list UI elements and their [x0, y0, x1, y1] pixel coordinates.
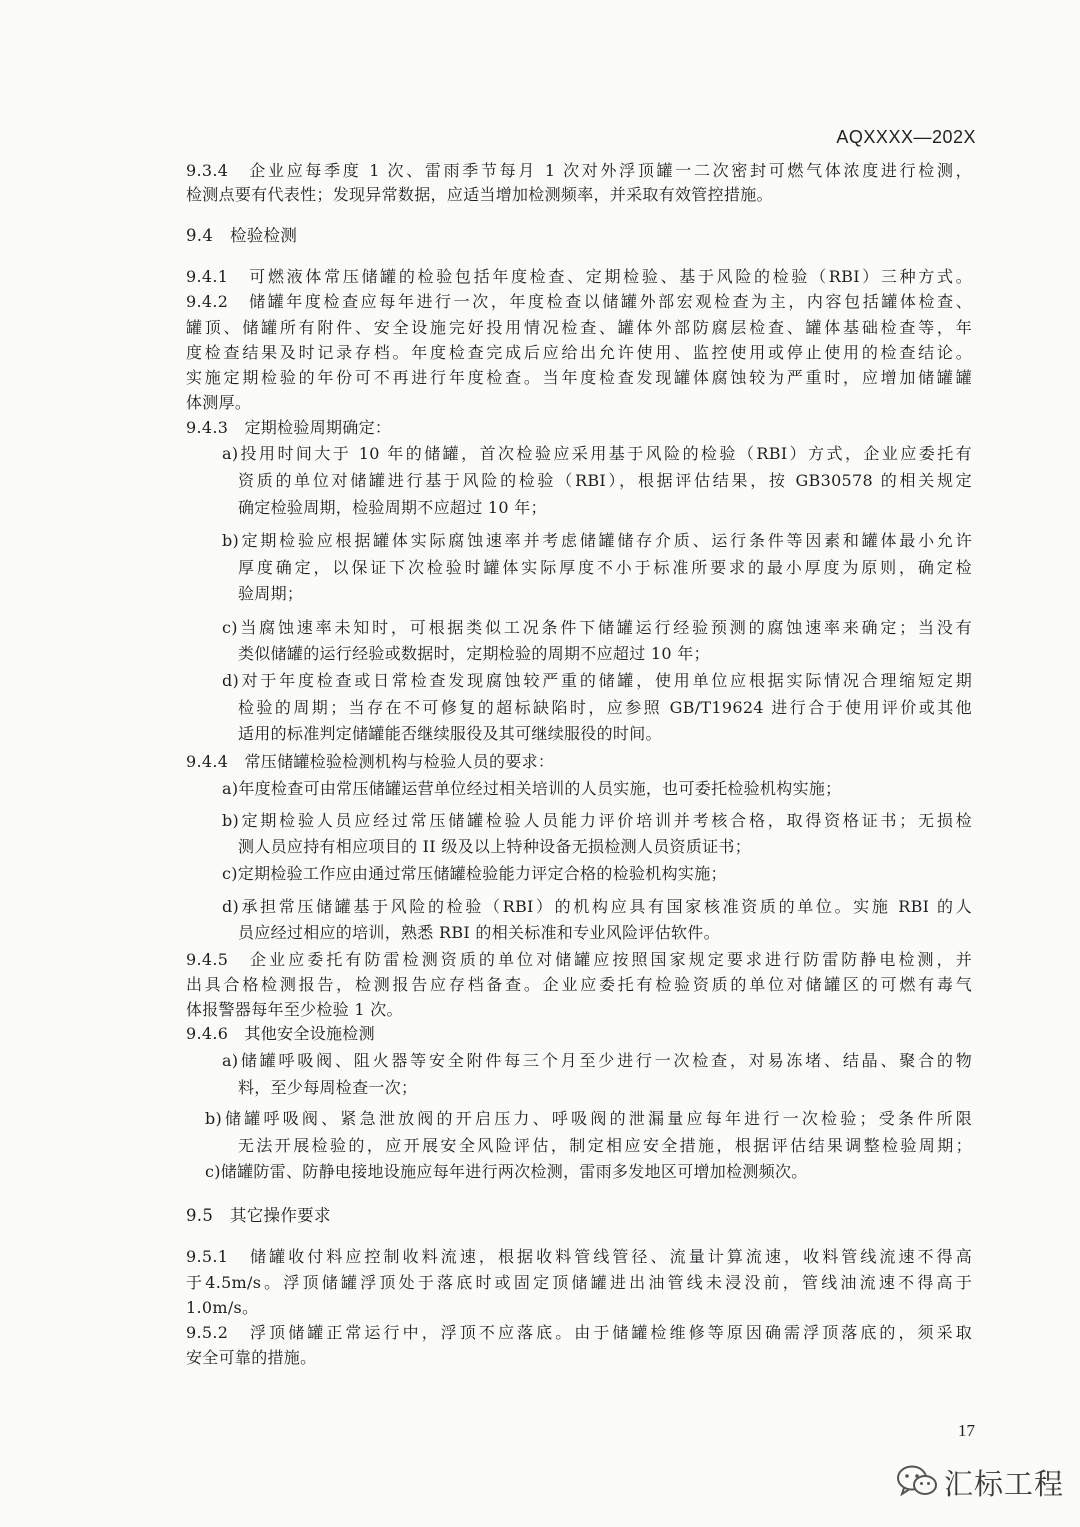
- list-item: d)对于年度检查或日常检查发现腐蚀较严重的储罐，使用单位应根据实际情况合理缩短定期: [222, 671, 972, 690]
- text-line: 1.0m/s。: [186, 1298, 259, 1317]
- page-number: 17: [958, 1421, 975, 1440]
- list-item-cont: 类似储罐的运行经验或数据时，定期检验的周期不应超过 10 年；: [238, 644, 710, 663]
- list-item: c)定期检验工作应由通过常压储罐检验能力评定合格的检验机构实施；: [222, 864, 727, 883]
- watermark-text: 汇标工程: [944, 1467, 1065, 1501]
- text-line: 9.4.5 企业应委托有防雷检测资质的单位对储罐应按照国家规定要求进行防雷防静电检测，并: [186, 950, 972, 969]
- list-item: c)当腐蚀速率未知时，可根据类似工况条件下储罐运行经验预测的腐蚀速率来确定；当没有: [222, 618, 972, 637]
- text-line: 9.4.2 储罐年度检查应每年进行一次，年度检查以储罐外部宏观检查为主，内容包括罐体检查、: [186, 292, 972, 311]
- text-line: 安全可靠的措施。: [186, 1348, 317, 1367]
- section-heading: 9.5 其它操作要求: [186, 1206, 331, 1225]
- list-item-cont: 适用的标准判定储罐能否继续服役及其可继续服役的时间。: [238, 724, 662, 743]
- text-line: 实施定期检验的年份可不再进行年度检查。当年度检查发现罐体腐蚀较为严重时，应增加储罐罐: [186, 368, 972, 387]
- list-item-cont: 检验的周期；当存在不可修复的超标缺陷时，应参照 GB/T19624 进行合于使用评价或其他: [238, 698, 972, 717]
- text-line: 出具合格检测报告，检测报告应存档备查。企业应委托有检验资质的单位对储罐区的可燃有毒气: [186, 975, 972, 994]
- list-item: b)定期检验人员应经过常压储罐检验人员能力评价培训并考核合格，取得资格证书；无损检: [222, 811, 972, 830]
- text-line: 度检查结果及时记录存档。年度检查完成后应给出允许使用、监控使用或停止使用的检查结论。: [186, 343, 972, 362]
- list-item-cont: 验周期；: [238, 584, 304, 603]
- text-line: 检测点要有代表性；发现异常数据，应适当增加检测频率，并采取有效管控措施。: [186, 185, 773, 204]
- text-line: 罐顶、储罐所有附件、安全设施完好投用情况检查、罐体外部防腐层检查、罐体基础检查等，年: [186, 318, 972, 337]
- text-line: 体测厚。: [186, 393, 252, 412]
- list-item-cont: 员应经过相应的培训，熟悉 RBI 的相关标准和专业风险评估软件。: [238, 923, 720, 942]
- list-item: a)年度检查可由常压储罐运营单位经过相关培训的人员实施，也可委托检验机构实施；: [222, 779, 842, 798]
- text-line: 9.5.1 储罐收付料应控制收料流速，根据收料管线管径、流量计算流速，收料管线流速不得高: [186, 1247, 972, 1266]
- list-item-cont: 厚度确定，以保证下次检验时罐体实际厚度不小于标准所要求的最小厚度为原则，确定检: [238, 558, 972, 577]
- list-item-cont: 测人员应持有相应项目的 II 级及以上特种设备无损检测人员资质证书；: [238, 837, 752, 856]
- text-line: 于4.5m/s。浮顶储罐浮顶处于落底时或固定顶储罐进出油管线未浸没前，管线油流速不得高于: [186, 1273, 972, 1292]
- subsection-heading: 9.4.6 其他安全设施检测: [186, 1024, 375, 1043]
- list-item-cont: 无法开展检验的，应开展安全风险评估，制定相应安全措施，根据评估结果调整检验周期；: [238, 1136, 972, 1155]
- document-code: AQXXXX—202X: [836, 127, 976, 147]
- watermark: [896, 1462, 1064, 1503]
- list-item: a)储罐呼吸阀、阻火器等安全附件每三个月至少进行一次检查，对易冻堵、结晶、聚合的物: [222, 1051, 972, 1070]
- text-line: 9.4.1 可燃液体常压储罐的检验包括年度检查、定期检验、基于风险的检验（RBI）三种方式。: [186, 267, 972, 286]
- text-line: 9.3.4 企业应每季度 1 次、雷雨季节每月 1 次对外浮顶罐一二次密封可燃气体浓度进行检测，: [186, 161, 972, 180]
- list-item: b)定期检验应根据罐体实际腐蚀速率并考虑储罐储存介质、运行条件等因素和罐体最小允许: [222, 531, 972, 550]
- list-item: a)投用时间大于 10 年的储罐，首次检验应采用基于风险的检验（RBI）方式，企业应委托有: [222, 444, 972, 463]
- list-item: d)承担常压储罐基于风险的检验（RBI）的机构应具有国家核准资质的单位。实施 RBI 的人: [222, 897, 972, 916]
- list-item: c)储罐防雷、防静电接地设施应每年进行两次检测，雷雨多发地区可增加检测频次。: [205, 1162, 808, 1181]
- section-heading: 9.4 检验检测: [186, 226, 298, 245]
- subsection-heading: 9.4.4 常压储罐检验检测机构与检验人员的要求：: [186, 752, 555, 771]
- text-line: 体报警器每年至少检验 1 次。: [186, 1000, 403, 1019]
- wechat-icon: [896, 1464, 938, 1502]
- list-item-cont: 资质的单位对储罐进行基于风险的检验（RBI），根据评估结果，按 GB30578 的相关规定: [238, 471, 972, 490]
- list-item: b)储罐呼吸阀、紧急泄放阀的开启压力、呼吸阀的泄漏量应每年进行一次检验；受条件所限: [205, 1109, 972, 1128]
- list-item-cont: 料，至少每周检查一次；: [238, 1078, 418, 1097]
- text-line: 9.5.2 浮顶储罐正常运行中，浮顶不应落底。由于储罐检维修等原因确需浮顶落底的，须采取: [186, 1323, 972, 1342]
- list-item-cont: 确定检验周期，检验周期不应超过 10 年；: [238, 498, 547, 517]
- subsection-heading: 9.4.3 定期检验周期确定：: [186, 418, 392, 437]
